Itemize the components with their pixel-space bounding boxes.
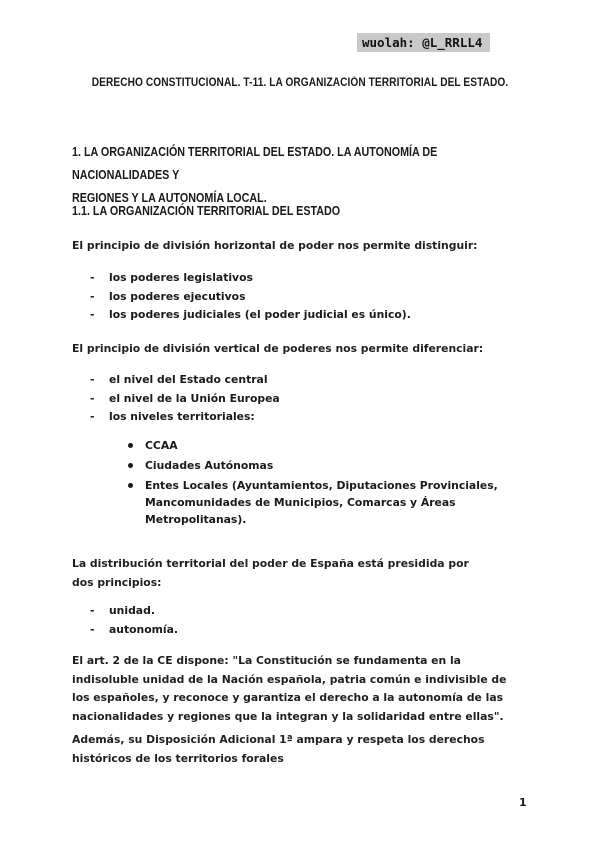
horizontal-division-intro: El principio de división horizontal de poder nos permite distinguir: <box>72 239 478 252</box>
vertical-division-intro: El principio de división vertical de poderes nos permite diferenciar: <box>72 342 484 355</box>
list-item: Ciudades Autónomas <box>128 457 508 474</box>
list-item: - los niveles territoriales: <box>90 410 255 423</box>
list-item: - unidad. <box>90 604 155 617</box>
subsection-1-1-heading: 1.1. LA ORGANIZACIÓN TERRITORIAL DEL ESTADO <box>72 204 341 218</box>
list-item: - autonomía. <box>90 622 178 636</box>
section-1-heading-line1: 1. LA ORGANIZACIÓN TERRITORIAL DEL ESTADO. LA AUTONOMÍA DE NACIONALIDADES Y <box>72 145 438 182</box>
list-item: - los poderes judiciales (el poder judicial es único). <box>90 308 411 321</box>
page-number: 1 <box>519 796 527 809</box>
additional-provision-text: Además, su Disposición Adicional 1ª ampara y respeta los derechos históricos de los territorios forales <box>72 733 485 765</box>
horizontal-powers-list <box>90 269 411 325</box>
list-item: - el nivel del Estado central <box>90 373 268 386</box>
bullet-icon <box>128 443 133 448</box>
list-item: - los poderes ejecutivos <box>90 289 246 303</box>
article-2-quote: El art. 2 de la CE dispone: "La Constitución se fundamenta en la indisoluble unidad de la Nación española, patria común e indivisible de los españoles, y reconoce y garantiza el derecho a la autonomía de las nacionalidades y regiones que la integran y la solidaridad entre ellas". <box>72 654 507 723</box>
section-1-heading-line2: REGIONES Y LA AUTONOMÍA LOCAL. <box>72 191 267 205</box>
list-item: Entes Locales (Ayuntamientos, Diputaciones Provinciales, Mancomunidades de Municipios, Comarcas y Áreas Metropolitanas). <box>128 477 508 528</box>
watermark: wuolah: @L_RRLL4 <box>357 33 490 52</box>
list-item: - los poderes legislativos <box>90 271 253 284</box>
bullet-icon <box>128 463 133 468</box>
document-title: DERECHO CONSTITUCIONAL. T-11. LA ORGANIZACIÓN TERRITORIAL DEL ESTADO. <box>91 77 509 89</box>
territorial-distribution-intro: La distribución territorial del poder de España está presidida por dos principios: <box>72 557 469 589</box>
list-item: - el nivel de la Unión Europea <box>90 391 280 405</box>
principles-list <box>90 602 178 639</box>
list-item: CCAA <box>128 437 508 454</box>
section-1-heading <box>72 141 536 210</box>
territorial-levels-list <box>128 437 508 531</box>
vertical-levels-list <box>90 371 280 427</box>
bullet-icon <box>128 483 133 488</box>
